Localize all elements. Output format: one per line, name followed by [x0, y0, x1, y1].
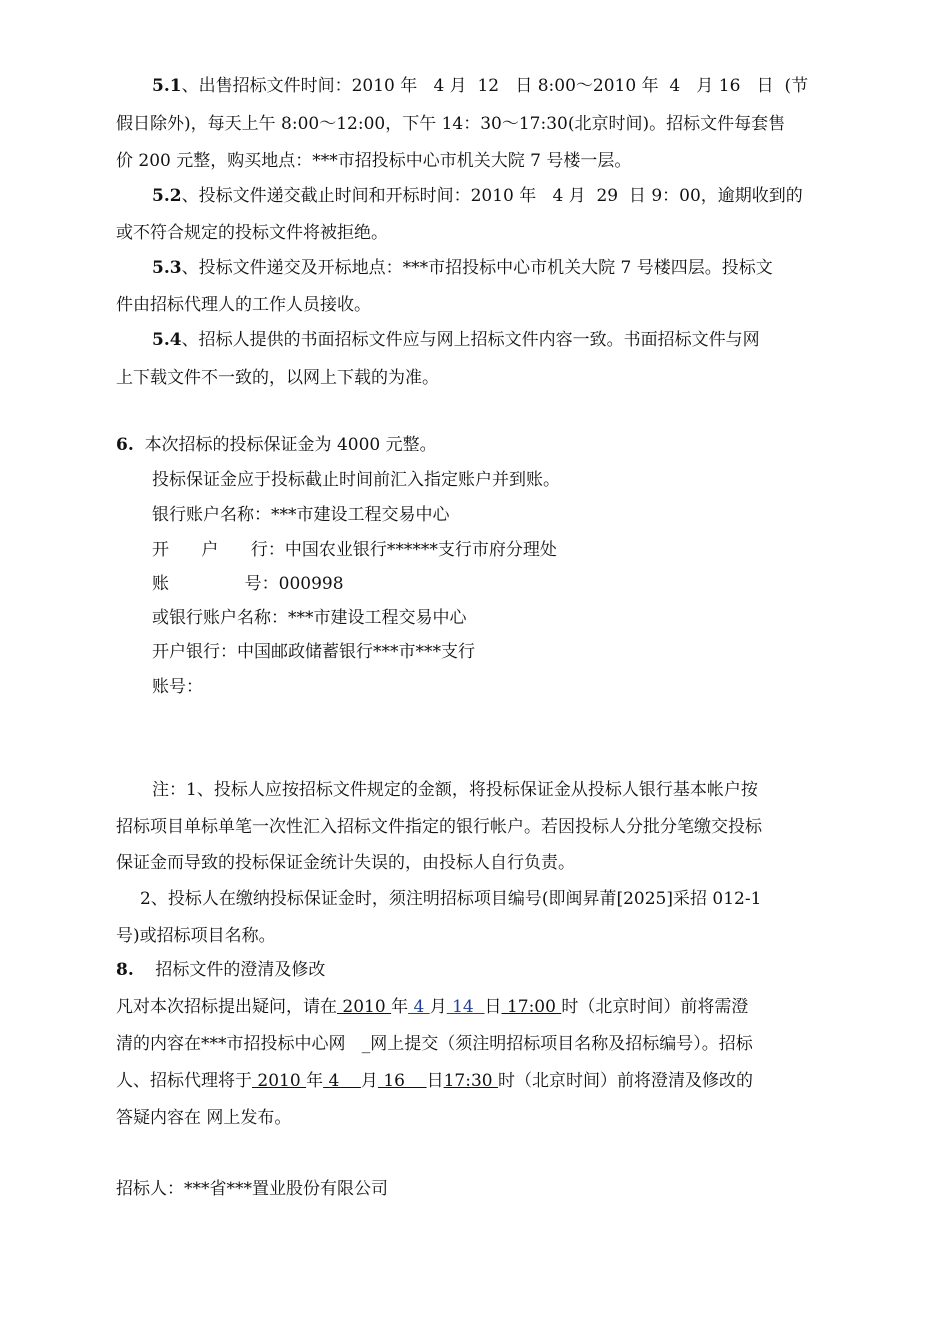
para-5-1-line3: 价 200 元整，购买地点：***市招投标中心市机关大院 7 号楼一层。: [116, 151, 632, 171]
text: 日: [426, 1071, 444, 1091]
text: 时（北京时间）前将澄清及修改的: [497, 1071, 753, 1091]
answer-date-day: 16: [377, 1071, 427, 1091]
clause-number: 5.4: [152, 330, 182, 350]
question-deadline-day: 14: [446, 997, 485, 1017]
para-5-4-line1: [152, 328, 760, 352]
alt-bank-branch: 开户银行：中国邮政储蓄银行***市***支行: [152, 642, 475, 662]
clarification-line4: 答疑内容在 网上发布。: [116, 1108, 292, 1128]
question-deadline-month: 4: [408, 997, 430, 1017]
text: 时（北京时间）前将需澄: [561, 997, 749, 1017]
section-number: 6.: [116, 435, 134, 455]
para-5-3-line1: [152, 256, 773, 280]
answer-date-month: 4: [323, 1071, 361, 1091]
clause-number: 5.3: [152, 258, 182, 278]
text: _网上提交（须注明招标项目名称及招标编号）。招标: [361, 1034, 753, 1054]
tenderer-signature: 招标人：***省***置业股份有限公司: [116, 1179, 388, 1199]
text: 月: [429, 997, 447, 1017]
clause-text: 、投标文件递交及开标地点：***市招投标中心市机关大院 7 号楼四层。投标文: [181, 258, 773, 278]
para-5-1-line1: [152, 74, 808, 98]
question-deadline-time: 17:00: [501, 997, 562, 1017]
clarification-line2: [116, 1032, 753, 1056]
bank-branch: 开 户 行：中国农业银行******支行市府分理处: [152, 540, 557, 560]
clarification-line1: [116, 995, 748, 1019]
note-line4: 2、投标人在缴纳投标保证金时，须注明招标项目编号(即闽昇莆[2025]采招 012-1: [140, 889, 762, 909]
clause-text: 、投标文件递交截止时间和开标时间：2010 年 4 月 29 日 9：00，逾期收到的: [181, 186, 803, 206]
text: 人、招标代理将于: [116, 1071, 252, 1091]
bank-account-number: 账 号：000998: [152, 574, 344, 594]
clause-number: 5.1: [152, 76, 182, 96]
note-line5: 号)或招标项目名称。: [116, 926, 276, 946]
text: 月: [360, 1071, 378, 1091]
bank-account-name: 银行账户名称：***市建设工程交易中心: [152, 505, 450, 525]
note-line1: 注：1、投标人应按招标文件规定的金额，将投标保证金从投标人银行基本帐户按: [152, 780, 758, 800]
para-5-4-line2: 上下载文件不一致的，以网上下载的为准。: [116, 368, 439, 388]
alt-bank-account-name: 或银行账户名称：***市建设工程交易中心: [152, 608, 467, 628]
para-5-1-line2: 假日除外)，每天上午 8:00～12:00，下午 14：30～17:30(北京时间)。招标文件每套售: [116, 114, 786, 134]
text: 日: [484, 997, 502, 1017]
answer-date-year: 2010: [252, 1071, 307, 1091]
question-deadline-year: 2010: [337, 997, 392, 1017]
section-6-heading: [116, 433, 437, 457]
clarification-line3: [116, 1069, 753, 1093]
text: 年: [306, 1071, 324, 1091]
text: 凡对本次招标提出疑问，请在: [116, 997, 337, 1017]
clause-number: 5.2: [152, 186, 182, 206]
alt-bank-account-number: 账号：: [152, 677, 203, 697]
clause-text: 、招标人提供的书面招标文件应与网上招标文件内容一致。书面招标文件与网: [181, 330, 760, 350]
para-5-3-line2: 件由招标代理人的工作人员接收。: [116, 295, 371, 315]
note-line2: 招标项目单标单笔一次性汇入招标文件指定的银行帐户。若因投标人分批分笔缴交投标: [116, 817, 762, 837]
note-line3: 保证金而导致的投标保证金统计失误的，由投标人自行负责。: [116, 853, 575, 873]
section-8-heading: [116, 958, 325, 982]
text: 清的内容在***市招投标中心网: [116, 1034, 362, 1054]
section-title: 本次招标的投标保证金为 4000 元整。: [144, 435, 437, 455]
answer-date-time: 17:30: [443, 1071, 498, 1091]
deposit-instruction: 投标保证金应于投标截止时间前汇入指定账户并到账。: [152, 470, 560, 490]
section-title: 招标文件的澄清及修改: [155, 960, 326, 980]
text: 年: [391, 997, 409, 1017]
para-5-2-line2: 或不符合规定的投标文件将被拒绝。: [116, 223, 388, 243]
section-number: 8.: [116, 960, 134, 980]
clause-text: 、出售招标文件时间：2010 年 4 月 12 日 8:00～2010 年 4 月 16 日 (节: [181, 76, 809, 96]
para-5-2-line1: [152, 184, 803, 208]
